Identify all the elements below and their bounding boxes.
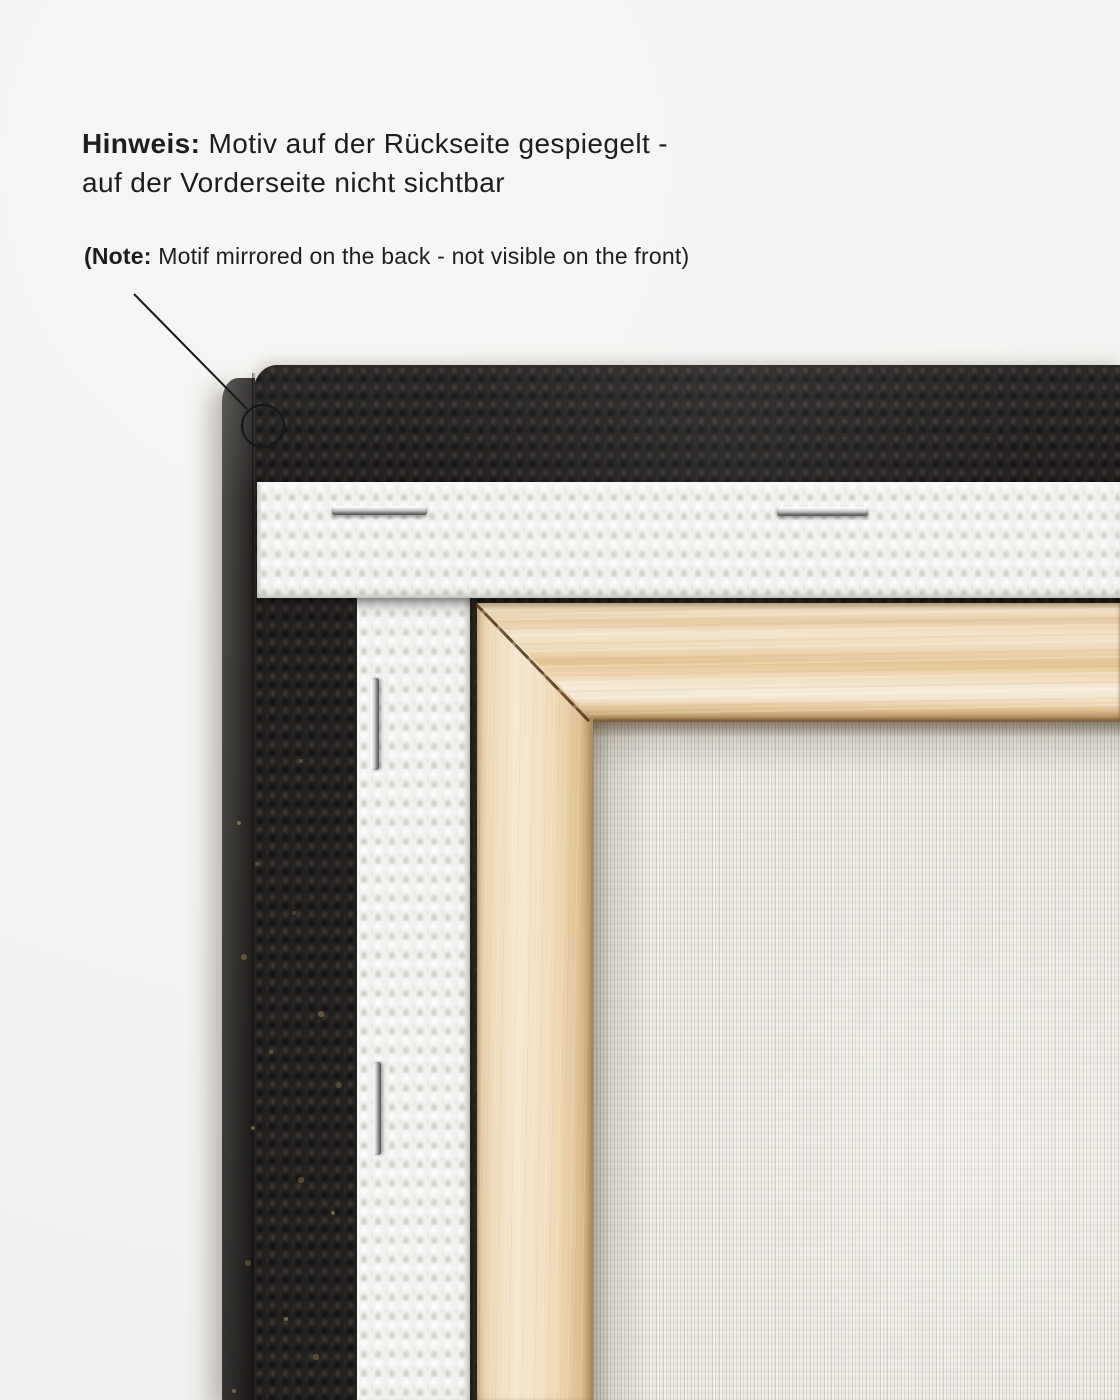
- canvas-edge-seam: [252, 373, 256, 1400]
- canvas-print-back: [222, 365, 1120, 1400]
- canvas-side-edge: [222, 378, 255, 1400]
- note-english: [84, 241, 689, 271]
- stretcher-bar-left: [477, 603, 593, 1400]
- canvas-fold-strip-left: [357, 598, 470, 1400]
- canvas-fold-strip-top: [257, 482, 1120, 598]
- note-german-bold: Hinweis:: [82, 128, 201, 159]
- note-german: [82, 124, 668, 202]
- note-german-line1-text: Motiv auf der Rückseite gespiegelt -: [200, 128, 669, 159]
- note-english-text: Motif mirrored on the back - not visible on the front): [151, 243, 690, 269]
- staple-top-left: [332, 506, 427, 515]
- staple-top-right: [777, 507, 868, 516]
- staple-left-upper: [371, 678, 379, 770]
- stretcher-bar-shadow-seam: [470, 603, 478, 1400]
- paint-speckles: [222, 365, 224, 367]
- note-english-bold: (Note:: [84, 243, 152, 269]
- note-german-line1: [82, 124, 668, 163]
- note-german-line2: auf der Vorderseite nicht sichtbar: [82, 167, 505, 198]
- staple-left-lower: [373, 1062, 381, 1155]
- inner-canvas-back: [593, 722, 1120, 1400]
